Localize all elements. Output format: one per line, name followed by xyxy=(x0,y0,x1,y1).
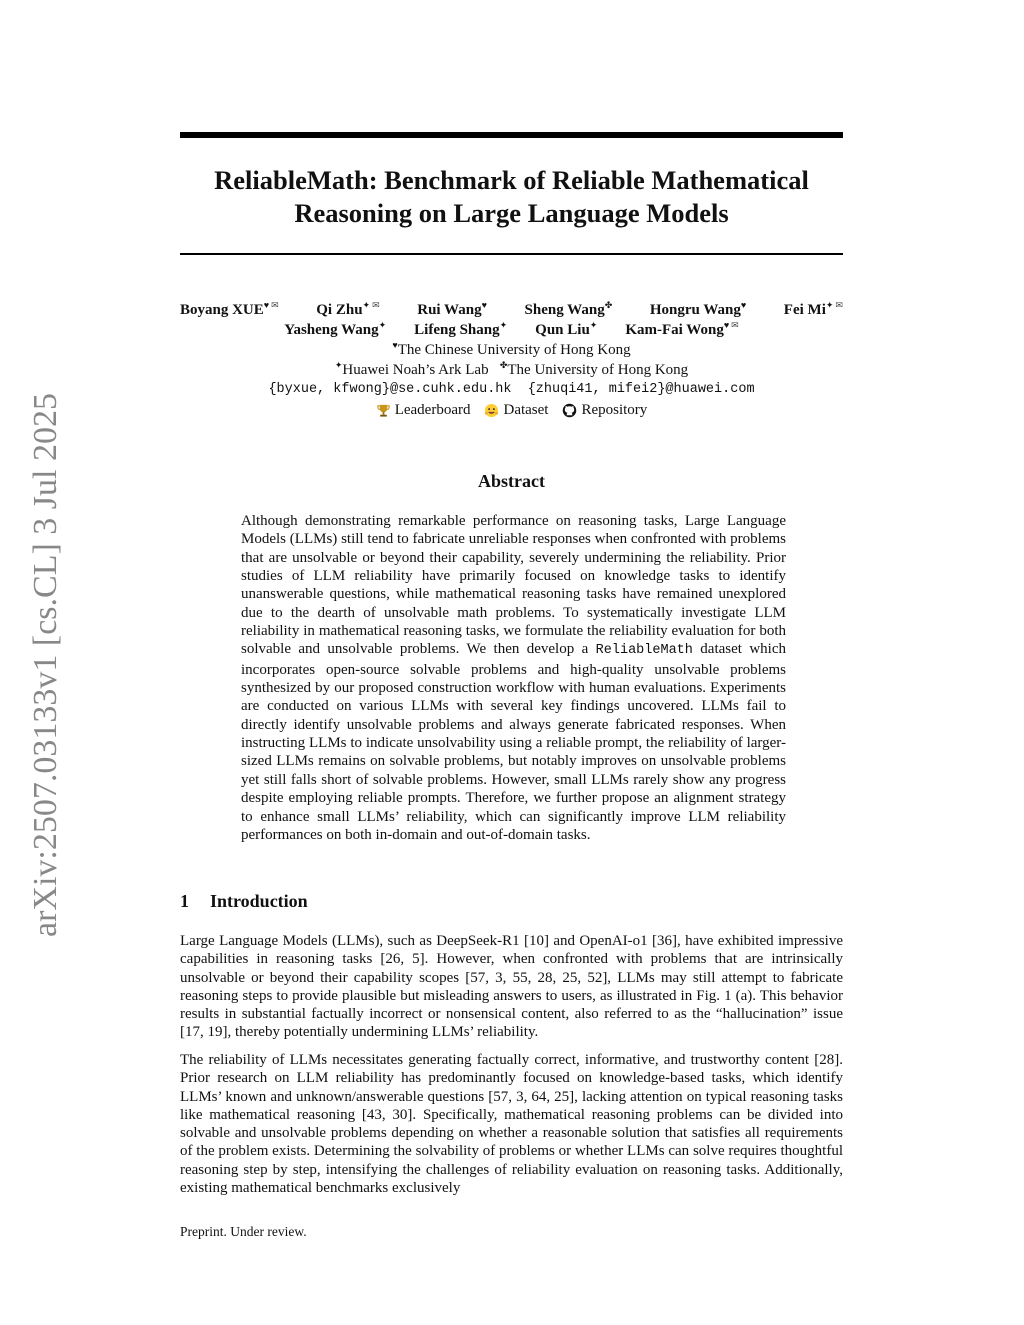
author: Qun Liu✦ xyxy=(535,320,598,338)
author: Fei Mi✦ ✉ xyxy=(783,300,843,318)
email-cuhk[interactable]: {byxue, kfwong}@se.cuhk.edu.hk xyxy=(268,382,512,397)
repository-link[interactable]: Repository xyxy=(562,400,647,420)
author: Yasheng Wang✦ xyxy=(284,320,387,338)
email-icon: ✉ xyxy=(835,300,843,310)
trophy-icon xyxy=(376,403,391,418)
title-line-1: ReliableMath: Benchmark of Reliable Mathematical xyxy=(214,165,809,195)
github-icon xyxy=(562,403,577,418)
title-top-rule xyxy=(180,132,843,138)
affiliation-line: ✦Huawei Noah’s Ark Lab ✤The University of Hong Kong xyxy=(334,360,689,378)
title-bottom-rule xyxy=(180,253,843,255)
dataset-name: ReliableMath xyxy=(595,643,693,659)
affiliation-hku: The University of Hong Kong xyxy=(507,362,689,378)
author-row-1 xyxy=(180,300,843,320)
footer-note: Preprint. Under review. xyxy=(180,1224,307,1239)
email-line xyxy=(180,380,843,400)
paper-title xyxy=(180,164,843,230)
author: Hongru Wang♥ xyxy=(649,300,747,318)
email-huawei[interactable]: {zhuqi41, mifei2}@huawei.com xyxy=(527,382,755,397)
email-icon: ✉ xyxy=(731,320,739,330)
author: Lifeng Shang✦ xyxy=(414,320,508,338)
arxiv-identifier: arXiv:2507.03133v1 [cs.CL] 3 Jul 2025 xyxy=(27,393,64,937)
author: Rui Wang♥ xyxy=(417,300,487,318)
author: Boyang XUE♥ ✉ xyxy=(180,300,279,318)
dataset-link[interactable]: Dataset xyxy=(484,400,548,420)
title-line-2: Reasoning on Large Language Models xyxy=(294,198,729,228)
intro-paragraph: The reliability of LLMs necessitates generating factually correct, informative, and trustworthy content [28]. Prior research on LLM reliability has predominantly focused on knowledge-based tasks, which identify LLMs’ known and unknown/answerable questions [57, 3, 64, 25], lacking attention on typical reasoning tasks like mathematical reasoning [43, 30]. Specifically, mathematical reasoning problems can be divided into solvable and unsolvable problems depending on whether a reasonable solution that satisfies all requirements of the problem exists. Determining the solvability of problems or whether LLMs can solve requires thoughtful reasoning step by step, intensifying the challenges of reliability evaluation on reasoning tasks. Additionally, existing mathematical benchmarks exclusively xyxy=(180,1052,843,1197)
author-block xyxy=(180,300,843,420)
author: Kam-Fai Wong♥ ✉ xyxy=(625,320,739,338)
hugging-face-icon xyxy=(484,403,499,418)
author-row-2 xyxy=(180,320,843,340)
author: Sheng Wang✤ xyxy=(524,300,613,318)
affiliation-huawei: Huawei Noah’s Ark Lab xyxy=(342,362,489,378)
abstract-text: Although demonstrating remarkable performance on reasoning tasks, Large Language Models (LLMs) still tend to fabricate unreliable responses when confronted with problems that are unsolvable or beyond their capability, severely undermining the reliability. Prior studies of LLM reliability have primarily focused on knowledge tasks to identify unanswerable questions, while mathematical reasoning tasks have remained unexplored due to the dearth of unsolvable math problems. To systematically investigate LLM reliability in mathematical reasoning tasks, we formulate the reliability evaluation for both solvable and unsolvable problems. We then develop a ReliableMath dataset which incorporates open-source solvable problems and high-quality unsolvable problems synthesized by our proposed construction workflow with human evaluations. Experiments are conducted on various LLMs with several key findings uncovered. LLMs fail to directly identify unsolvable problems and always generate fabricated responses. When instructing LLMs to indicate unsolvability using a reliable prompt, the reliability of larger-sized LLMs remains on solvable problems, but notably improves on unsolvable problems yet still falls short of solvable problems. However, small LLMs rarely show any progress despite employing reliable prompts. Therefore, we further propose an alignment strategy to enhance small LLMs’ reliability, which can significantly improve LLM reliability performances on both in-domain and out-of-domain tasks. xyxy=(241,513,786,843)
intro-paragraph: Large Language Models (LLMs), such as DeepSeek-R1 [10] and OpenAI-o1 [36], have exhibited impressive capabilities in reasoning tasks [26, 5]. However, when confronted with problems that are intrinsically unsolvable or beyond their capability scopes [57, 3, 55, 28, 25, 52], LLMs may still attempt to fabricate reasoning steps to provide plausible but misleading answers to users, as illustrated in Fig. 1 (a). This behavior results in substantial factually incorrect or nonsensical content, also referred to as the “hallucination” issue [17, 19], thereby potentially undermining LLMs’ reliability. xyxy=(180,933,843,1041)
resource-links xyxy=(180,400,843,420)
leaderboard-link[interactable]: Leaderboard xyxy=(376,400,471,420)
author: Qi Zhu✦ ✉ xyxy=(316,300,380,318)
section-heading-introduction: 1 Introduction xyxy=(180,891,308,911)
email-icon: ✉ xyxy=(271,300,279,310)
email-icon: ✉ xyxy=(372,300,380,310)
affiliation-cuhk: ♥The Chinese University of Hong Kong xyxy=(392,340,631,358)
abstract-heading: Abstract xyxy=(478,471,545,491)
